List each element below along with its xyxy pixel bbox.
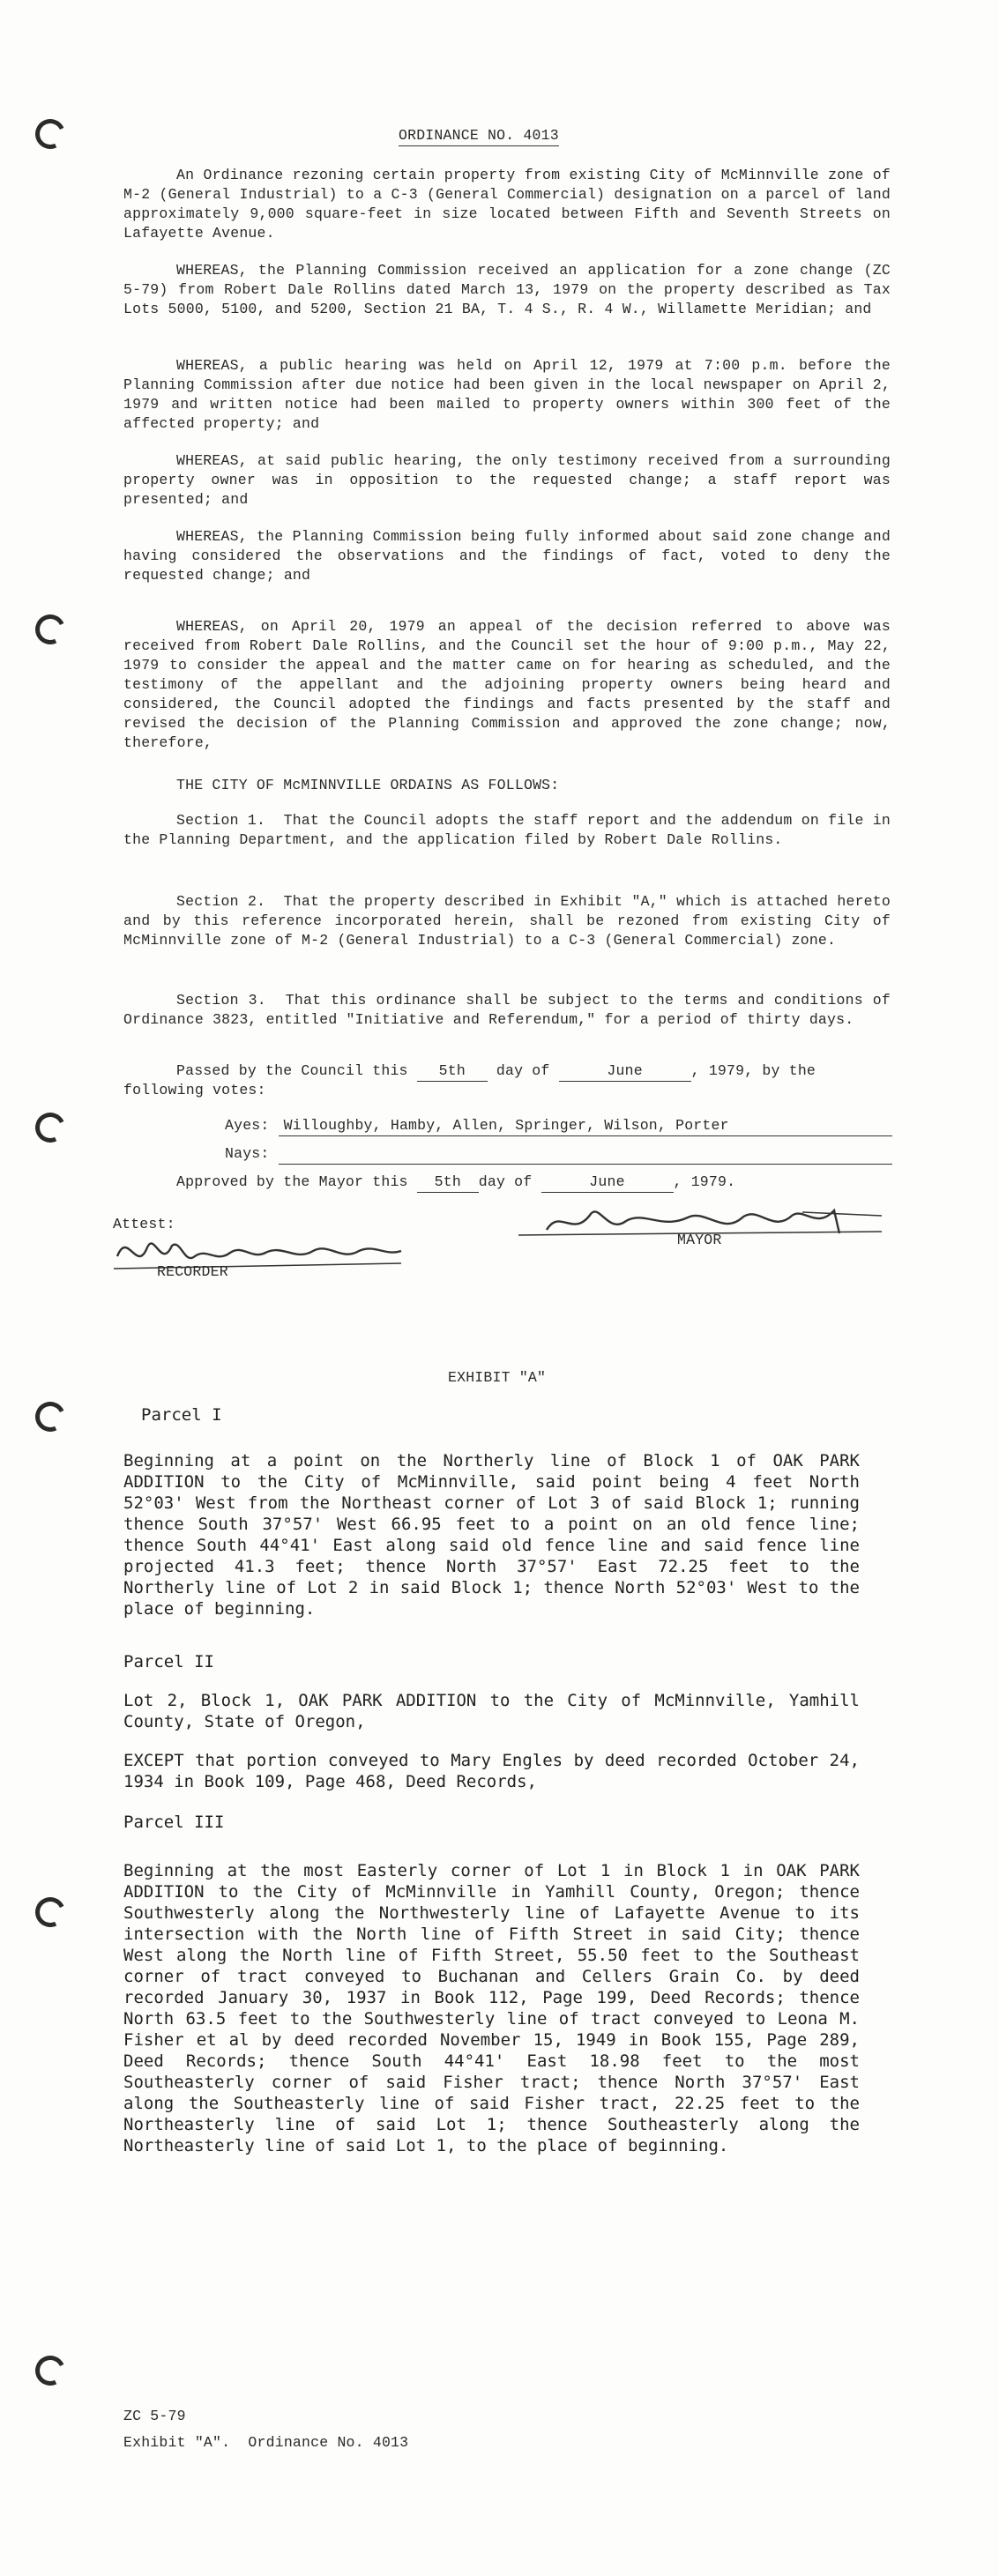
passed-suffix: , 1979, by the [690, 1062, 816, 1079]
ayes-label: Ayes: [225, 1117, 270, 1134]
section-3: Section 3. That this ordinance shall be subject to the terms and conditions of Ordinance 3823, entitled "Initiative and Referendum," for a period of thirty days. [123, 992, 900, 1028]
approved-line [176, 1173, 735, 1193]
passed-month: June [559, 1061, 691, 1082]
whereas-paragraph-3: WHEREAS, at said public hearing, the only testimony received from a surrounding property owner was in opposition to the requested change; a staff report was presented; and [123, 452, 900, 508]
approved-month: June [541, 1173, 674, 1193]
approved-prefix: Approved by the Mayor this [176, 1173, 408, 1190]
nays-label: Nays: [225, 1145, 270, 1162]
binder-hole-icon [31, 2351, 70, 2390]
binder-hole-icon [31, 115, 70, 153]
ayes-value: Willoughby, Hamby, Allen, Springer, Wilson, Porter [279, 1116, 892, 1136]
mayor-label: MAYOR [677, 1232, 722, 1248]
footer-exhibit-reference: Exhibit "A". Ordinance No. 4013 [123, 2434, 409, 2451]
passed-line [176, 1061, 816, 1082]
parcel-1-heading: Parcel I [141, 1405, 222, 1425]
approved-suffix: , 1979. [673, 1173, 736, 1190]
parcel-2-except: EXCEPT that portion conveyed to Mary Engles by deed recorded October 24, 1934 in Book 109, Page 468, Deed Records, [123, 1751, 870, 1791]
binder-hole-icon [31, 1108, 70, 1147]
parcel-2-heading: Parcel II [123, 1652, 214, 1671]
whereas-paragraph-5: WHEREAS, on April 20, 1979 an appeal of the decision referred to above was received from Robert Dale Rollins, and the Council set the hour of 9:00 p.m., May 22, 1979 to consider the appeal and the matter came on for hearing as scheduled, and the testimony of the appellant and the adjoining property owners being heard and considered, the Council adopted the findings and facts presented by the staff and revised the decision of the Planning Commission and approved the zone change; now, therefore, [123, 618, 900, 751]
parcel-1-text: Beginning at a point on the Northerly line of Block 1 of OAK PARK ADDITION to the City of McMinnville, said point being 4 feet North 52°03' West from the Northeast corner of Lot 3 of said Block 1; running thence South 37°57' West 66.95 feet to a point on an old fence line; thence South 44°41' East along said old fence line and said fence line projected 41.3 feet; thence North 37°57' East 72.25 feet to the Northerly line of Lot 2 in said Block 1; thence North 52°03' West to the place of beginning. [123, 1451, 870, 1619]
recorder-signature-icon [110, 1221, 410, 1283]
passed-day: 5th [417, 1061, 488, 1082]
section-2: Section 2. That the property described in Exhibit "A," which is attached hereto and by this reference incorporated herein, shall be rezoned from existing City of McMinnville zone of M-2 (General Industrial) to a C-3 (General Commercial) zone. [123, 893, 900, 949]
ordains-heading: THE CITY OF McMINNVILLE ORDAINS AS FOLLOWS: [176, 777, 560, 793]
nays-value-blank [279, 1144, 892, 1165]
whereas-paragraph-2: WHEREAS, a public hearing was held on April 12, 1979 at 7:00 p.m. before the Planning Commission after due notice had been given in the local newspaper on April 2, 1979 and written notice had been mailed to property owners within 300 feet of the affected property; and [123, 357, 900, 432]
preamble-paragraph: An Ordinance rezoning certain property from existing City of McMinnville zone of M-2 (General Industrial) to a C-3 (General Commercial) designation on a parcel of land approximately 9,000 square-feet in size located between Fifth and Seventh Streets on Lafayette Avenue. [123, 167, 900, 242]
recorder-label: RECORDER [157, 1263, 228, 1280]
exhibit-title: EXHIBIT "A" [448, 1369, 547, 1386]
binder-hole-icon [31, 610, 70, 649]
binder-hole-icon [31, 1397, 70, 1436]
footer-zone-change: ZC 5-79 [123, 2408, 186, 2424]
section-1: Section 1. That the Council adopts the staff report and the addendum on file in the Planning Department, and the application filed by Robert Dale Rollins. [123, 812, 900, 848]
approved-day: 5th [417, 1173, 479, 1193]
whereas-paragraph-1: WHEREAS, the Planning Commission received an application for a zone change (ZC 5-79) from Robert Dale Rollins dated March 13, 1979 on the property described as Tax Lots 5000, 5100, and 5200, Section 21 BA, T. 4 S., R. 4 W., Willamette Meridian; and [123, 262, 900, 317]
whereas-paragraph-4: WHEREAS, the Planning Commission being fully informed about said zone change and having considered the observations and the findings of fact, voted to deny the requested change; and [123, 528, 900, 584]
nays-row [225, 1144, 892, 1165]
passed-mid: day of [496, 1062, 550, 1079]
attest-label: Attest: [113, 1216, 175, 1232]
ayes-row [225, 1116, 892, 1136]
approved-mid: day of [478, 1173, 533, 1190]
parcel-2-text: Lot 2, Block 1, OAK PARK ADDITION to the City of McMinnville, Yamhill County, State of Oregon, [123, 1691, 870, 1731]
parcel-3-heading: Parcel III [123, 1813, 225, 1832]
binder-hole-icon [31, 1893, 70, 1932]
parcel-3-text: Beginning at the most Easterly corner of Lot 1 in Block 1 in OAK PARK ADDITION to the City of McMinnville in Yamhill County, Oregon; thence Southwesterly along the Northwesterly line of Lafayette Avenue to its intersection with the North line of Fifth Street in said City; thence West along the North line of Fifth Street, 55.50 feet to the Southeast corner of tract conveyed to Buchanan and Cellers Grain Co. by deed recorded January 30, 1937 in Book 112, Page 199, Deed Records; thence North 63.5 feet to the Southwesterly line of tract conveyed to Leona M. Fisher et al by deed recorded November 15, 1949 in Book 155, Page 289, Deed Records; thence South 44°41' East 18.98 feet to the most Southeasterly corner of said Fisher tract; thence North 37°57' East along the Southeasterly line of said Fisher tract, 22.25 feet to the Northeasterly line of said Lot 1; thence Southeasterly along the Northeasterly line of said Lot 1, to the place of beginning. [123, 1861, 870, 2155]
passed-prefix: Passed by the Council this [176, 1062, 408, 1079]
ordinance-title: ORDINANCE NO. 4013 [399, 126, 559, 146]
passed-line-2: following votes: [123, 1082, 266, 1098]
